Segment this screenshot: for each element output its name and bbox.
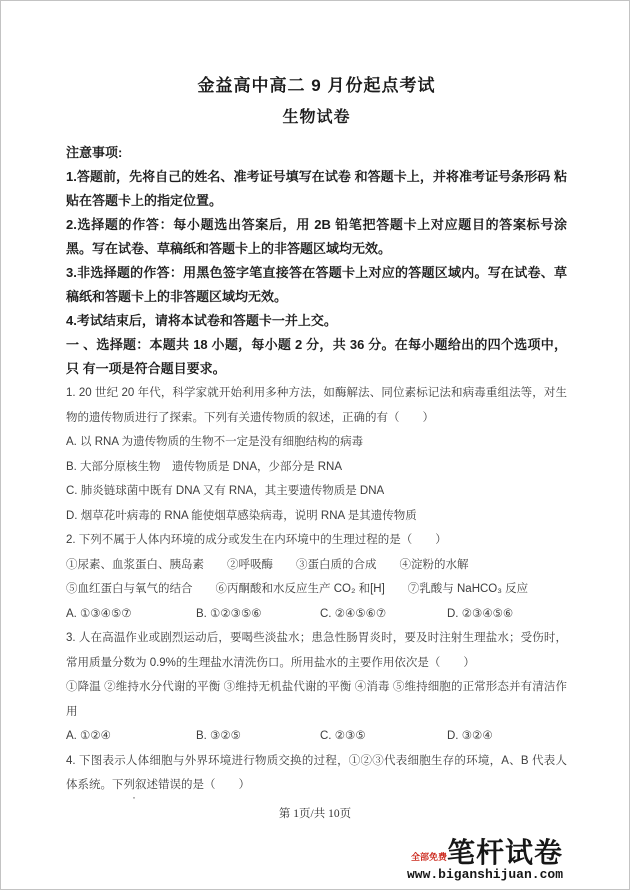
question-1-option-a: A. 以 RNA 为遗传物质的生物不一定是没有细胞结构的病毒	[66, 436, 364, 448]
question-1-option-b: B. 大部分原核生物 遗传物质是 DNA，少部分是 RNA	[66, 460, 343, 473]
exam-title: 金益高中高二 9 月份起点考试	[197, 76, 436, 95]
question-3-option-c: C. ②③⑤	[320, 730, 366, 742]
question-1-option-c: C. 肺炎链球菌中既有 DNA 又有 RNA，其主要遗传物质是 DNA	[66, 485, 385, 497]
question-2-option-d: D. ②③④⑤⑥	[447, 607, 514, 620]
question-2-option-a: A. ①③④⑤⑦	[66, 607, 132, 620]
question-1	[66, 381, 567, 528]
page-number: 第 1页/共 10页	[278, 808, 352, 820]
brand-free-badge: 全部免费	[410, 852, 447, 862]
question-2-stem: 2. 下列不属于人体内环境的成分或发生在内环境中的生理过程的是（ ）	[66, 534, 447, 546]
question-2-subitems-2: ⑤血红蛋白与氧气的结合 ⑥丙酮酸和水反应生产 CO₂ 和[H] ⑦乳酸与 NaHCO₃ 反应	[66, 583, 529, 595]
brand-url: www.biganshijuan.com	[406, 867, 563, 882]
question-3-option-d: D. ③②④	[447, 730, 493, 742]
question-3-stem: 3. 人在高温作业或剧烈运动后，要喝些淡盐水；患急性肠胃炎时，要及时注射生理盐水；受伤时，常用质量分数为 0.9%的生理盐水清洗伤口。所用盐水的主要作用依次是（ ）	[66, 632, 567, 669]
question-4-stem: 4. 下图表示人体细胞与外界环境进行物质交换的过程，①②③代表细胞生存的环境，A、B 代表人体系统。下列叙述错误的是（ ）	[66, 754, 567, 791]
question-1-stem: 1. 20 世纪 20 年代，科学家就开始利用多种方法，如酶解法、同位素标记法和病毒重组法等，对生物的遗传物质进行了探索。下列有关遗传物质的叙述，正确的有（ ）	[66, 387, 567, 424]
question-1-option-d: D. 烟草花叶病毒的 RNA 能使烟草感染病毒，说明 RNA 是其遗传物质	[66, 509, 417, 522]
section-heading: 一 、选择题：本题共 18 小题，每小题 2 分，共 36 分。在每小题给出的四个选项中，只 有一项是符合题目要求。	[66, 337, 567, 376]
question-2-options-row	[66, 602, 567, 627]
brand-watermark	[407, 838, 563, 883]
question-2	[66, 528, 567, 626]
notice-item-3: 3.非选择题的作答：用黑色签字笔直接答在答题卡上对应的答题区域内。写在试卷、草稿纸和答题卡上的非答题区域均无效。	[66, 265, 567, 304]
page-content	[1, 1, 629, 798]
question-3-option-b: B. ③②⑤	[196, 730, 241, 742]
notice-heading: 注意事项:	[66, 145, 123, 160]
question-3-option-a: A. ①②④	[66, 730, 111, 742]
question-3	[66, 626, 567, 749]
question-4	[66, 749, 567, 798]
question-2-option-b: B. ①②③⑤⑥	[196, 607, 262, 620]
footer-dot: ·	[132, 790, 136, 804]
notice-item-4: 4.考试结束后，请将本试卷和答题卡一并上交。	[66, 313, 337, 328]
question-2-subitems-1: ①尿素、血浆蛋白、胰岛素 ②呼吸酶 ③蛋白质的合成 ④淀粉的水解	[66, 558, 469, 571]
question-3-options-row	[66, 724, 567, 749]
brand-name: 笔杆试卷	[446, 837, 563, 868]
exam-subtitle: 生物试卷	[282, 109, 351, 126]
brand-watermark-row	[407, 838, 563, 868]
question-2-option-c: C. ②④⑤⑥⑦	[320, 607, 387, 620]
question-3-subitems-1: ①降温 ②维持水分代谢的平衡 ③维持无机盐代谢的平衡 ④消毒 ⑤维持细胞的正常形态并有清洁作用	[66, 681, 567, 718]
notice-item-2: 2.选择题的作答：每小题选出答案后，用 2B 铅笔把答题卡上对应题目的答案标号涂黑。写在试卷、草稿纸和答题卡上的非答题区域均无效。	[66, 217, 567, 256]
notice-item-1: 1.答题前，先将自己的姓名、准考证号填写在试卷 和答题卡上，并将准考证号条形码 粘贴在答题卡上的指定位置。	[66, 169, 567, 208]
